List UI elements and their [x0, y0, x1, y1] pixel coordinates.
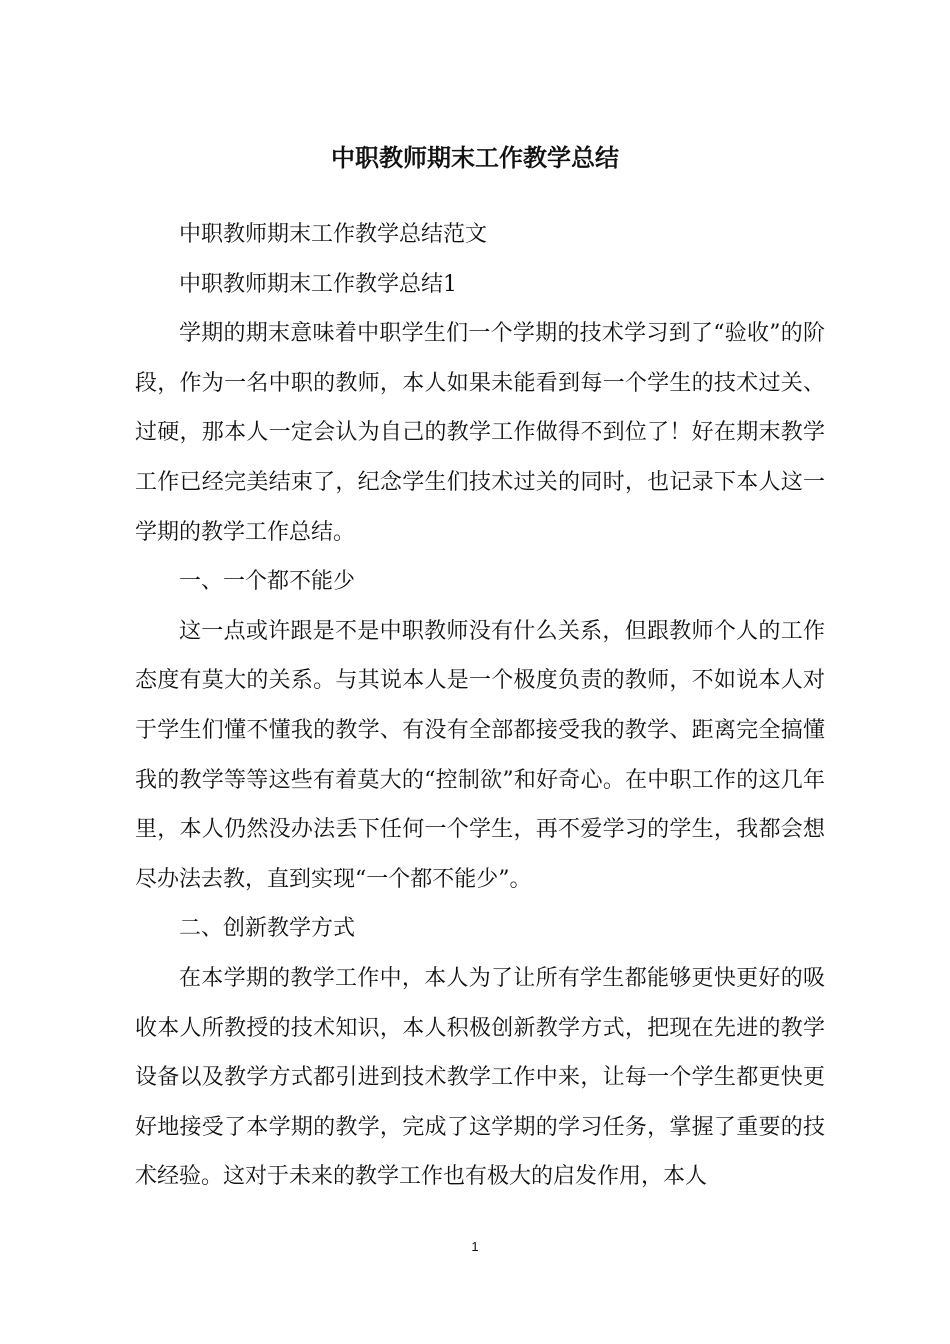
subtitle-paragraph: 中职教师期末工作教学总结范文: [179, 222, 488, 247]
document-title: 中职教师期末工作教学总结: [331, 144, 619, 172]
heading-two: 二、创新教学方式: [179, 916, 356, 942]
intro-paragraph: 学期的期末意味着中职学生们一个学期的技术学习到了“验收”的阶段，作为一名中职的教师，本人如果未能看到每一个学生的技术过关、过硬，那本人一定会认为自己的教学工作做得不到位了！好在期末教学工作已经完美结束了，纪念学生们技术过关的同时，也记录下本人这一学期的教学工作总结。: [135, 321, 825, 545]
section-heading: 中职教师期末工作教学总结1: [179, 271, 457, 297]
paragraph-one: 这一点或许跟是不是中职教师没有什么关系，但跟教师个人的工作态度有莫大的关系。与其说本人是一个极度负责的教师，不如说本人对于学生们懂不懂我的教学、有没有全部都接受我的教学、距离完全搞懂我的教学等等这些有着莫大的“控制欲”和好奇心。在中职工作的这几年里，本人仍然没办法丢下任何一个学生，再不爱学习的学生，我都会想尽办法去教，直到实现“一个都不能少”。: [135, 618, 825, 892]
paragraph-two: 在本学期的教学工作中，本人为了让所有学生都能够更快更好的吸收本人所教授的技术知识，本人积极创新教学方式，把现在先进的教学设备以及教学方式都引进到技术教学工作中来，让每一个学生都更快更好地接受了本学期的教学，完成了这学期的学习任务，掌握了重要的技术经验。这对于未来的教学工作也有极大的启发作用，本人: [135, 965, 825, 1190]
page-number: 1: [471, 1239, 479, 1254]
document-body: [135, 210, 825, 1202]
heading-one: 一、一个都不能少: [179, 569, 356, 595]
